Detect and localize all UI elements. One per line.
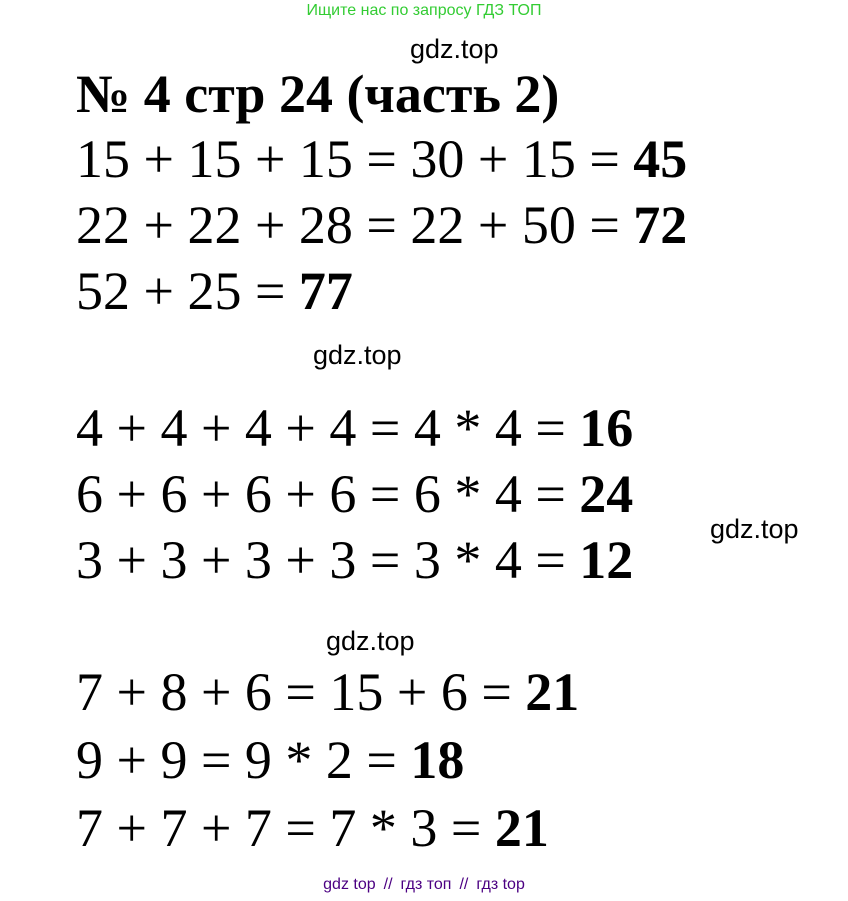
equation-expression: 9 + 9 = 9 * 2 = <box>76 730 411 790</box>
equation-line <box>76 259 353 323</box>
footer-link[interactable]: gdz top <box>323 876 376 893</box>
equation-expression: 3 + 3 + 3 + 3 = 3 * 4 = <box>76 530 580 590</box>
equation-answer: 21 <box>525 662 580 722</box>
footer-link[interactable]: гдз top <box>476 876 525 893</box>
equation-line <box>76 728 464 792</box>
equation-expression: 52 + 25 = <box>76 261 299 321</box>
equation-answer: 45 <box>633 129 688 189</box>
equation-expression: 7 + 7 + 7 = 7 * 3 = <box>76 798 495 858</box>
equation-line <box>76 796 549 860</box>
equation-answer: 12 <box>579 530 634 590</box>
watermark: gdz.top <box>313 340 402 370</box>
equation-line <box>76 528 633 592</box>
footer-links <box>0 876 848 894</box>
page-title: № 4 стр 24 (часть 2) <box>76 64 560 124</box>
equation-expression: 22 + 22 + 28 = 22 + 50 = <box>76 195 634 255</box>
equation-expression: 15 + 15 + 15 = 30 + 15 = <box>76 129 634 189</box>
footer-separator: // <box>459 876 469 893</box>
watermark: gdz.top <box>326 626 415 656</box>
equation-expression: 4 + 4 + 4 + 4 = 4 * 4 = <box>76 398 580 458</box>
equation-expression: 7 + 8 + 6 = 15 + 6 = <box>76 662 526 722</box>
equation-answer: 21 <box>494 798 549 858</box>
equation-answer: 24 <box>579 464 634 524</box>
equation-answer: 77 <box>298 261 353 321</box>
equation-line <box>76 660 579 724</box>
footer-separator: // <box>383 876 393 893</box>
equation-answer: 18 <box>410 730 465 790</box>
equation-line <box>76 462 633 526</box>
equation-answer: 16 <box>579 398 634 458</box>
watermark: gdz.top <box>410 34 499 64</box>
equation-line <box>76 193 687 257</box>
search-hint-link[interactable]: Ищите нас по запросу ГДЗ ТОП <box>306 2 542 19</box>
equation-line <box>76 396 633 460</box>
watermark: gdz.top <box>710 514 799 544</box>
footer-link[interactable]: гдз топ <box>400 876 452 893</box>
equation-line <box>76 127 687 191</box>
equation-expression: 6 + 6 + 6 + 6 = 6 * 4 = <box>76 464 580 524</box>
equation-answer: 72 <box>633 195 688 255</box>
